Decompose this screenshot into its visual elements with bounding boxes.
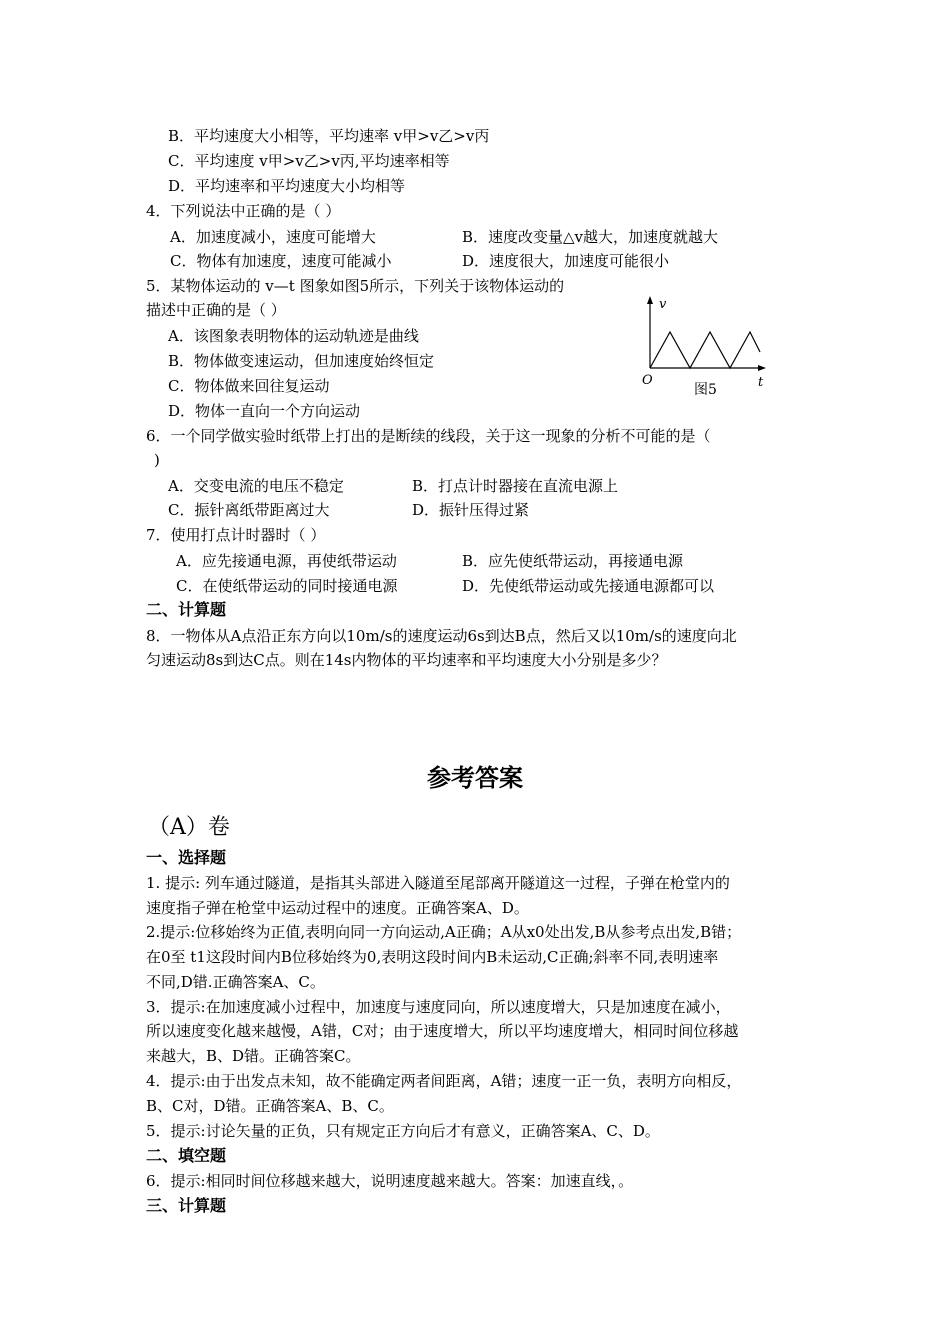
q6-option-c: C．振针离纸带距离过大 [168,501,330,519]
q4-option-b: B．速度改变量△v越大，加速度就越大 [462,228,719,246]
answer-4-line2: B、C对，D错。正确答案A、B、C。 [146,1097,394,1115]
vt-graph-figure [638,292,778,402]
question-6-end: ) [154,451,160,469]
question-5-line2: 描述中正确的是（ ） [146,301,286,319]
figure-caption: 图5 [694,382,717,398]
q7-option-b: B．应先使纸带运动，再接通电源 [462,552,684,570]
paper-a-label: （A）卷 [148,815,230,840]
answer-6: 6．提示:相同时间位移越来越大，说明速度越来越大。答案：加速直线，。 [146,1172,634,1190]
section-calculation-heading: 二、计算题 [146,600,227,619]
q7-option-c: C．在使纸带运动的同时接通电源 [176,577,398,595]
q5-option-c: C．物体做来回往复运动 [168,377,330,395]
question-6: 6．一个同学做实验时纸带上打出的是断续的线段，关于这一现象的分析不可能的是（ [146,427,711,445]
q4-option-d: D．速度很大，加速度可能很小 [462,252,670,270]
answer-4-line1: 4．提示:由于出发点未知，故不能确定两者间距离，A错；速度一正一负，表明方向相反， [146,1072,742,1090]
answer-section-choice: 一、选择题 [146,848,227,867]
q4-option-c: C．物体有加速度，速度可能减小 [170,252,392,270]
answer-2-line3: 不同,D错.正确答案A、C。 [146,973,325,991]
q3-option-d: D．平均速率和平均速度大小均相等 [168,177,406,195]
q5-option-d: D．物体一直向一个方向运动 [168,402,361,420]
answer-2-line2: 在0至 t1这段时间内B位移始终为0,表明这段时间内B未运动,C正确;斜率不同,表明速率 [146,948,719,966]
q6-option-b: B．打点计时器接在直流电源上 [412,477,619,495]
graph-y-label: v [659,297,667,312]
graph-line [650,332,760,368]
question-7: 7．使用打点计时器时（ ） [146,526,326,544]
answer-1-line1: 1. 提示: 列车通过隧道，是指其头部进入隧道至尾部离开隧道这一过程，子弹在枪堂内的 [146,874,730,892]
q5-option-a: A．该图象表明物体的运动轨迹是曲线 [168,327,419,345]
q5-option-b: B．物体做变速运动，但加速度始终恒定 [168,352,435,370]
graph-y-arrow [647,296,653,304]
question-5-line1: 5．某物体运动的 v—t 图象如图5所示，下列关于该物体运动的 [146,277,565,295]
answer-1-line2: 速度指子弹在枪堂中运动过程中的速度。正确答案A、D。 [146,899,529,917]
answer-5: 5．提示:讨论矢量的正负，只有规定正方向后才有意义，正确答案A、C、D。 [146,1122,660,1140]
graph-x-label: t [758,375,764,390]
q3-option-b: B．平均速度大小相等，平均速率 v甲>v乙>v丙 [168,127,490,145]
question-4: 4．下列说法中正确的是（ ） [146,202,341,220]
question-8-line2: 匀速运动8s到达C点。则在14s内物体的平均速率和平均速度大小分别是多少？ [146,651,667,669]
answer-section-fill: 二、填空题 [146,1146,227,1165]
answer-3-line3: 来越大，B、D错。正确答案C。 [146,1047,361,1065]
q3-option-c: C．平均速度 v甲>v乙>v丙,平均速率相等 [168,152,450,170]
q7-option-d: D．先使纸带运动或先接通电源都可以 [462,577,715,595]
answer-3-line2: 所以速度变化越来越慢，A错，C对；由于速度增大，所以平均速度增大，相同时间位移越 [146,1022,739,1040]
q7-option-a: A．应先接通电源，再使纸带运动 [176,552,397,570]
answers-title: 参考答案 [427,764,523,792]
graph-origin-label: O [642,373,653,388]
graph-x-arrow [758,365,766,371]
q6-option-d: D．振针压得过紧 [412,501,530,519]
q4-option-a: A．加速度减小，速度可能增大 [170,228,376,246]
answer-2-line1: 2.提示:位移始终为正值,表明向同一方向运动,A正确；A从x0处出发,B从参考点出发,B错； [146,923,742,941]
q6-option-a: A．交变电流的电压不稳定 [168,477,344,495]
answer-section-calculation: 三、计算题 [146,1196,227,1215]
answer-3-line1: 3．提示:在加速度减小过程中，加速度与速度同向，所以速度增大，只是加速度在减小， [146,998,731,1016]
question-8-line1: 8．一物体从A点沿正东方向以10m/s的速度运动6s到达B点，然后又以10m/s的速度向北 [146,627,737,645]
